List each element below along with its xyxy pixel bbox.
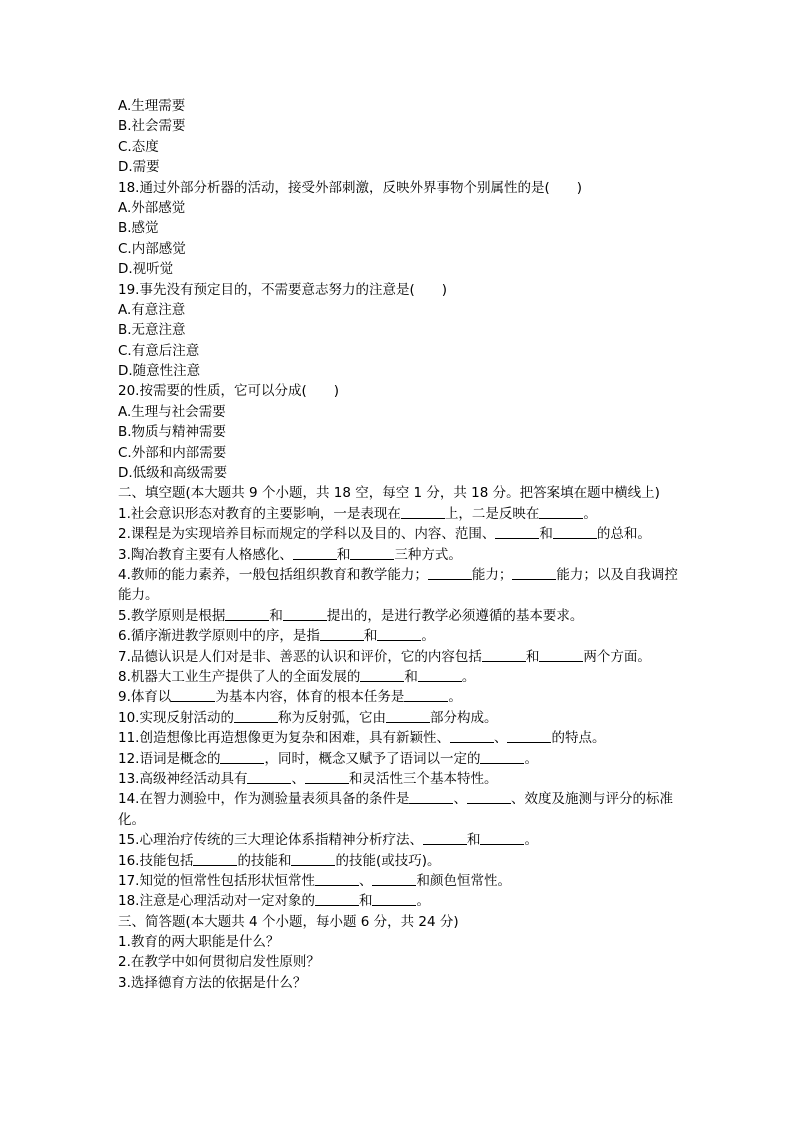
answer-blank: [480, 749, 524, 764]
fill-in-question: [118, 626, 678, 646]
question-text: 、: [291, 770, 305, 787]
question-text: 。: [461, 668, 476, 685]
answer-blank: [428, 565, 472, 580]
question-text: 、: [358, 872, 373, 889]
answer-blank: [293, 545, 337, 560]
short-answer-question: 2.在教学中如何贯彻启发性原则？: [118, 954, 320, 971]
answer-blank: [409, 789, 453, 804]
question-text: 、: [493, 730, 508, 747]
exam-page: [118, 96, 678, 993]
answer-blank: [291, 851, 335, 866]
answer-blank: [360, 667, 404, 682]
answer-blank: [225, 606, 269, 621]
fill-in-question: [118, 769, 678, 789]
question-text: 和: [358, 893, 373, 910]
answer-blank: [372, 891, 416, 906]
question-text: 。: [421, 628, 435, 645]
answer-blank: [315, 891, 359, 906]
answer-blank: [423, 830, 467, 845]
question-text: 三种方式。: [394, 546, 462, 563]
answer-blank: [193, 851, 237, 866]
question-text: 12.语词是概念的: [118, 750, 221, 767]
question-text: 10.实现反射活动的: [118, 709, 234, 726]
answer-blank: [467, 789, 511, 804]
answer-blank: [171, 687, 215, 702]
answer-blank: [283, 606, 327, 621]
question-text: 上，二是反映在: [444, 505, 540, 522]
question-text: 3.陶冶教育主要有人格感化、: [118, 546, 293, 563]
option: B.感觉: [118, 220, 159, 237]
question-text: 14.在智力测验中，作为测验量表须具备的条件是: [118, 791, 410, 808]
answer-blank: [507, 728, 551, 743]
answer-blank: [350, 545, 394, 560]
option: B.物质与精神需要: [118, 424, 227, 441]
option: A.有意注意: [118, 301, 186, 318]
short-answer-question: 3.选择德育方法的依据是什么？: [118, 974, 307, 991]
question-stem: 19.事先没有预定目的，不需要意志努力的注意是( ): [118, 281, 448, 298]
question-text: 和: [363, 628, 378, 645]
question-text: 8.机器大工业生产提供了人的全面发展的: [118, 668, 361, 685]
fill-in-question: [118, 749, 678, 769]
question-text: 和: [525, 648, 540, 665]
option: B.社会需要: [118, 118, 186, 135]
answer-blank: [305, 769, 349, 784]
answer-blank: [377, 626, 421, 641]
question-text: 和: [269, 607, 283, 624]
answer-blank: [247, 769, 291, 784]
question-text: 和颜色恒常性。: [416, 872, 511, 889]
option: A.外部感觉: [118, 199, 186, 216]
question-text: 、: [453, 791, 467, 808]
question-text: 的技能和: [237, 852, 292, 869]
option: C.外部和内部需要: [118, 444, 227, 461]
fill-in-question: [118, 789, 678, 830]
answer-blank: [372, 871, 416, 886]
answer-blank: [553, 524, 597, 539]
fill-in-question: [118, 851, 678, 871]
question-text: 。: [524, 750, 538, 767]
question-text: 2.课程是为实现培养目标而规定的学科以及目的、内容、范围、: [118, 526, 496, 543]
question-text: 。: [583, 505, 597, 522]
question-text: 和: [404, 668, 418, 685]
fill-in-question: [118, 545, 678, 565]
question-text: 。: [448, 689, 462, 706]
answer-blank: [418, 667, 462, 682]
option: A.生理与社会需要: [118, 403, 226, 420]
fill-in-question: [118, 708, 678, 728]
answer-blank: [220, 749, 264, 764]
question-text: 6.循序渐进教学原则中的序，是指: [118, 628, 320, 645]
question-text: 4.教师的能力素养，一般包括组织教育和教学能力；: [118, 566, 428, 583]
question-text: 5.教学原则是根据: [118, 607, 226, 624]
fill-in-question: [118, 524, 678, 544]
question-text: 两个方面。: [583, 648, 651, 665]
question-text: 17.知觉的恒常性包括形状恒常性: [118, 872, 315, 889]
fill-in-question: [118, 687, 678, 707]
question-text: 。: [524, 832, 538, 849]
option: D.需要: [118, 159, 160, 176]
fill-in-question: [118, 606, 678, 626]
question-text: 15.心理治疗传统的三大理论体系指精神分析疗法、: [118, 832, 423, 849]
question-text: 提出的，是进行教学必须遵循的基本要求。: [326, 607, 584, 624]
question-text: 7.品德认识是人们对是非、善恶的认识和评价，它的内容包括: [118, 648, 482, 665]
fill-in-question: [118, 667, 678, 687]
option: D.视听觉: [118, 261, 174, 278]
option: A.生理需要: [118, 98, 186, 114]
answer-blank: [320, 626, 364, 641]
answer-blank: [482, 647, 526, 662]
question-text: 和: [466, 832, 481, 849]
option: D.低级和高级需要: [118, 465, 228, 482]
option: B.无意注意: [118, 322, 186, 339]
question-text: 16.技能包括: [118, 852, 194, 869]
question-text: 、效度及施测与评分的标准化。: [118, 791, 673, 828]
question-stem: 20.按需要的性质，它可以分成( ): [118, 383, 340, 400]
section-title: 三、简答题(本大题共 4 个小题，每小题 6 分，共 24 分): [118, 913, 459, 930]
question-text: 称为反射弧，它由: [277, 709, 386, 726]
question-text: 为基本内容，体育的根本任务是: [215, 689, 405, 706]
question-text: 9.体育以: [118, 689, 172, 706]
question-text: 和灵活性三个基本特性。: [348, 770, 498, 787]
question-text: 13.高级神经活动具有: [118, 770, 248, 787]
answer-blank: [315, 871, 359, 886]
fill-in-question: [118, 891, 678, 911]
question-text: ，同时，概念又赋予了语词以一定的: [264, 750, 481, 767]
fill-in-question: [118, 504, 678, 524]
answer-blank: [512, 565, 556, 580]
short-answer-question: 1.教育的两大职能是什么？: [118, 934, 280, 951]
fill-in-question: [118, 565, 678, 606]
question-text: 能力；以及自我调控能力。: [118, 566, 678, 604]
question-text: 的技能(或技巧)。: [335, 852, 441, 869]
answer-blank: [401, 504, 445, 519]
answer-blank: [234, 708, 278, 723]
answer-blank: [450, 728, 494, 743]
answer-blank: [404, 687, 448, 702]
fill-in-question: [118, 647, 678, 667]
question-text: 。: [416, 893, 430, 910]
fill-in-list: [118, 504, 678, 912]
option: C.内部感觉: [118, 240, 186, 257]
question-stem: 18.通过外部分析器的活动，接受外部刺激，反映外界事物个别属性的是( ): [118, 179, 583, 196]
option: C.态度: [118, 138, 159, 155]
option: C.有意后注意: [118, 342, 200, 359]
question-text: 11.创造想像比再造想像更为复杂和困难，具有新颖性、: [118, 730, 450, 747]
question-text: 1.社会意识形态对教育的主要影响，一是表现在: [118, 505, 401, 522]
answer-blank: [386, 708, 430, 723]
question-text: 的特点。: [551, 730, 606, 747]
fill-in-question: [118, 830, 678, 850]
answer-blank: [539, 647, 583, 662]
answer-blank: [480, 830, 524, 845]
answer-blank: [539, 504, 583, 519]
option: D.随意性注意: [118, 363, 201, 380]
answer-blank: [495, 524, 539, 539]
question-text: 部分构成。: [429, 709, 498, 726]
fill-in-question: [118, 728, 678, 748]
question-text: 的总和。: [596, 526, 651, 543]
fill-in-question: [118, 871, 678, 891]
question-text: 和: [336, 546, 351, 563]
question-text: 和: [539, 526, 553, 543]
question-text: 能力；: [471, 566, 513, 583]
question-text: 18.注意是心理活动对一定对象的: [118, 893, 315, 910]
section-title: 二、填空题(本大题共 9 个小题，共 18 空，每空 1 分，共 18 分。把答案填在题中横线上): [118, 485, 660, 502]
